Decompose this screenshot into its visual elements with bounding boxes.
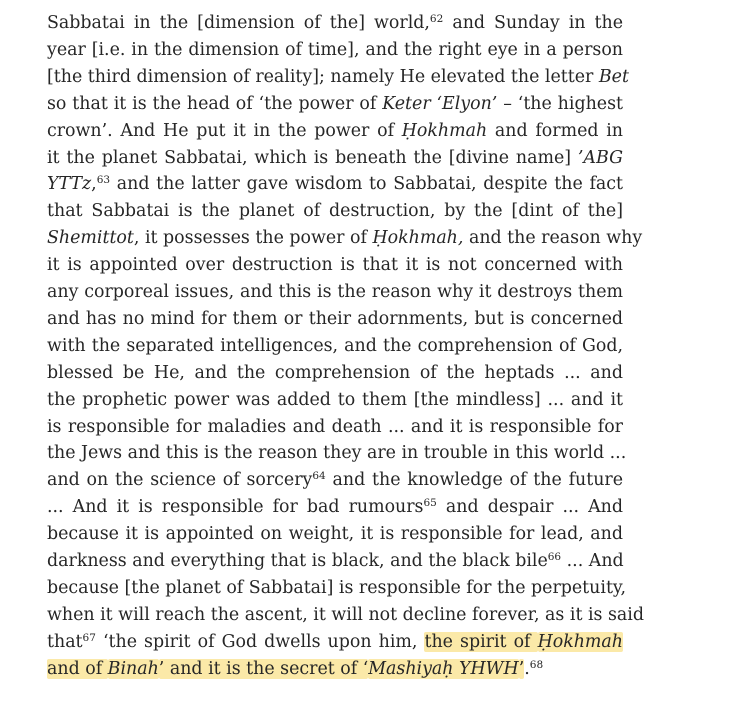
text-segment: Shemittot [47,228,134,249]
highlighted-text: Mashiyaḥ YHWH [368,658,519,679]
text-line [47,414,623,441]
text-segment: Ḥokhmah [401,120,488,141]
text-segment: that Sabbatai is the planet of destruction, by the [dint of the] [47,201,623,222]
highlighted-text: ’ and it is the secret of ‘ [158,658,369,679]
text-line [47,225,642,252]
text-segment: year [i.e. in the dimension of time], and the right eye in a person [47,39,623,60]
footnote-ref: 65 [423,497,437,510]
text-segment: it the planet Sabbatai, which is beneath the [divine name] [47,147,578,168]
text-segment: and has no mind for them or their adornments, but is concerned [47,308,623,329]
text-segment: – ‘the highest [497,93,623,114]
text-line [47,118,623,145]
highlighted-text: the spirit of [424,631,538,652]
highlighted-text: Binah [107,658,159,679]
text-line [47,10,623,37]
text-segment: ‘the spirit of God dwells upon him, [95,631,425,652]
text-line [47,333,623,360]
text-segment: and formed in [487,120,623,141]
text-segment: and the knowledge of the future [325,470,623,491]
footnote-ref: 68 [529,658,544,671]
text-segment: , it possesses the power of [133,228,373,249]
text-line [47,440,626,467]
text-line [47,64,629,91]
text-segment: because [the planet of Sabbatai] is responsible for the perpetuity, [47,577,626,598]
text-segment: any corporeal issues, and this is the reason why it destroys them [47,282,623,302]
text-segment: and the reason why [463,228,643,249]
highlighted-text: ’ [518,658,525,679]
text-line [47,629,623,656]
text-segment: ... And it is responsible for bad rumours [47,497,424,518]
text-segment: ... And [561,551,624,571]
text-segment: blessed be He, and the comprehension of the heptads ... and [47,362,623,383]
text-segment: ’ABG [577,147,623,168]
text-line [47,252,623,279]
text-segment: and the latter gave wisdom to Sabbatai, despite the fact [110,174,623,195]
footnote-ref: 64 [312,470,326,483]
text-segment: . [524,658,530,679]
text-line [47,494,623,521]
text-line [47,521,623,548]
text-segment: Bet [598,66,629,87]
text-line [47,656,543,683]
text-segment: crown’. And He put it in the power of [47,120,402,141]
text-line [47,467,623,494]
text-line [47,548,624,575]
text-segment: and on the science of sorcery [47,470,313,491]
text-line [47,306,623,333]
text-line [47,91,623,118]
text-line [47,360,623,387]
footnote-ref: 62 [429,13,444,25]
text-line [47,198,623,225]
text-segment: that [47,631,83,652]
text-line [47,575,626,602]
footnote-ref: 63 [96,174,111,187]
highlighted-text: Ḥokhmah [537,631,623,652]
text-segment: because it is appointed on weight, it is responsible for lead, and [47,524,623,545]
text-segment: so that it is the head of ‘the power of [47,93,383,114]
text-segment: the prophetic power was added to them [the mindless] ... and it [47,389,623,410]
text-segment: is responsible for maladies and death ... and it is responsible for [47,416,623,437]
highlighted-text: and of [47,658,108,679]
text-segment: it is appointed over destruction is that it is not concerned with [47,255,623,276]
text-line [47,279,623,306]
text-segment: Sabbatai in the [dimension of the] world, [47,13,430,33]
footnote-ref: 66 [547,551,562,563]
text-line [47,171,623,198]
text-segment: Ḥokhmah, [372,228,464,249]
text-segment: [the third dimension of reality]; namely He elevated the letter [47,66,599,87]
text-line [47,37,623,64]
text-segment: , [91,174,97,195]
text-segment: Keter ‘Elyon’ [382,93,498,114]
footnote-ref: 67 [82,631,96,644]
text-segment: darkness and everything that is black, and the black bile [47,551,548,571]
text-segment: with the separated intelligences, and the comprehension of God, [47,335,623,356]
text-segment: when it will reach the ascent, it will not decline forever, as it is said [47,604,644,625]
text-line [47,602,644,629]
text-segment: the Jews and this is the reason they are in trouble in this world ... [47,443,627,464]
text-line [47,145,623,172]
text-segment: and despair ... And [436,497,624,518]
text-segment: YTTz [47,174,92,195]
text-line [47,387,623,414]
text-segment: and Sunday in the [443,13,623,33]
